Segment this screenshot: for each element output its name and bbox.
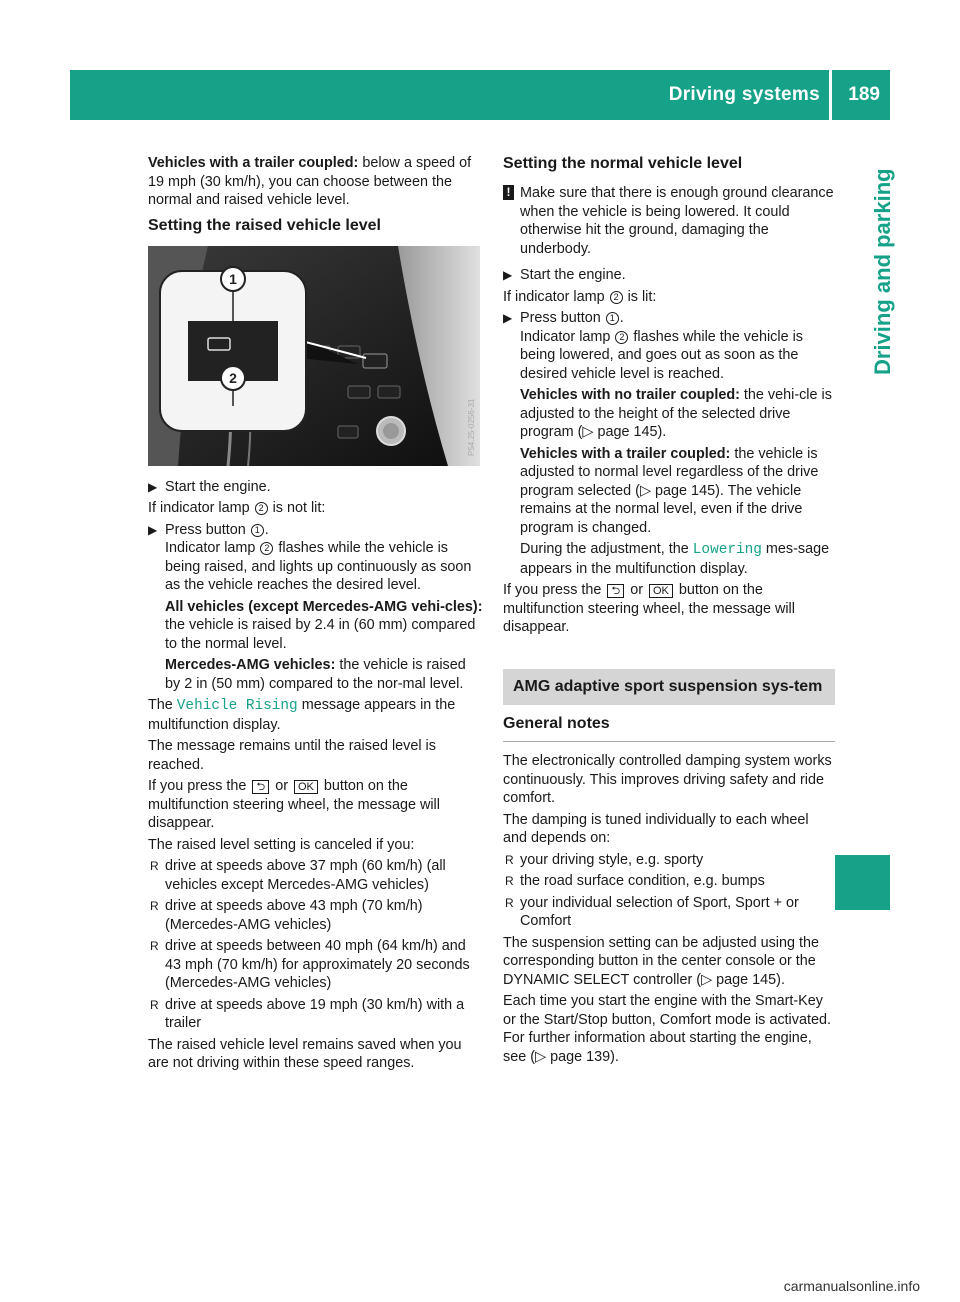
general-para-4: Each time you start the engine with the Smart-Key or the Start/Stop button, Comfort mode is activated. For further information about starting the engine, see (▷ page 139).: [503, 993, 831, 1065]
list-item: R the road surface condition, e.g. bumps: [505, 873, 765, 889]
amg-section-heading: AMG adaptive sport suspension sys-tem: [503, 669, 835, 705]
left-column: [148, 154, 483, 1076]
press-back-ok: If you press the ⮌ or OK button on the multifunction steering wheel, the message will disappear.: [148, 778, 440, 831]
section-marker: [835, 855, 890, 910]
intro-paragraph: Vehicles with a trailer coupled: below a speed of 19 mph (30 km/h), you can choose between the normal and raised vehicle level.: [148, 155, 472, 208]
message-vehicle-rising: The Vehicle Rising message appears in the multifunction display.: [148, 697, 456, 733]
list-item: R your driving style, e.g. sporty: [505, 851, 704, 868]
page-ref-link[interactable]: ▷ page 145: [582, 424, 658, 440]
watermark: carmanualsonline.info: [783, 1278, 920, 1294]
photo-label-1: 1: [229, 270, 237, 287]
ok-key-icon: OK: [294, 780, 318, 794]
page-ref-link[interactable]: ▷ page 145: [701, 971, 777, 988]
note-amg-vehicles: Mercedes-AMG vehicles: the vehicle is raised by 2 in (50 mm) compared to the nor-mal level.: [165, 657, 466, 692]
list-item: R your individual selection of Sport, Sport + or Comfort: [505, 894, 799, 929]
press-back-ok: If you press the ⮌ or OK button on the multifunction steering wheel, the message will disappear.: [503, 582, 795, 635]
step-press-button: ▶ Press button 1 . Indicator lamp 2 flashes while the vehicle is being raised, and lights up continuously as soon as the vehicle reaches the desired level.: [148, 521, 472, 593]
heading-normal-level: Setting the normal vehicle level: [503, 155, 743, 172]
note-no-trailer: Vehicles with no trailer coupled: the vehi-cle is adjusted to the height of the selected drive program (▷ page 145).: [520, 387, 832, 440]
general-para-3: The suspension setting can be adjusted using the corresponding button in the center console or the DYNAMIC SELECT controller (▷ page 145).: [503, 934, 820, 988]
page-ref-link[interactable]: ▷ page 139: [535, 1048, 611, 1065]
condition-not-lit: If indicator lamp 2 is not lit:: [148, 500, 326, 516]
header-separator: [829, 70, 832, 120]
general-notes-heading: General notes: [503, 715, 835, 743]
general-para-1: The electronically controlled damping system works continuously. This improves driving safety and ride comfort.: [503, 753, 832, 806]
right-column: [503, 154, 835, 1069]
heading-raised-level: Setting the raised vehicle level: [148, 216, 381, 234]
center-console-photo: [148, 246, 480, 466]
note-lowering-message: During the adjustment, the Lowering mes-sage appears in the multifunction display.: [520, 541, 830, 577]
message-remains: The message remains until the raised level is reached.: [148, 738, 436, 773]
cancel-intro: The raised level setting is canceled if you:: [148, 836, 415, 853]
back-key-icon: ⮌: [252, 780, 269, 794]
step-start-engine: ▶ Start the engine.: [503, 267, 626, 283]
list-item: R drive at speeds above 19 mph (30 km/h) with a trailer: [150, 996, 465, 1031]
back-key-icon: ⮌: [607, 584, 624, 598]
note-with-trailer: Vehicles with a trailer coupled: the vehicle is adjusted to normal level regardless of the drive program selected (▷ page 145). The vehicle remains at the normal level, even if the drive program is changed.: [520, 445, 819, 536]
list-item: R drive at speeds above 43 mph (70 km/h) (Mercedes-AMG vehicles): [150, 898, 423, 933]
header-title: Driving systems: [668, 84, 820, 105]
general-para-2: The damping is tuned individually to each wheel and depends on:: [503, 811, 809, 846]
note-all-vehicles: All vehicles (except Mercedes-AMG vehi-cles): the vehicle is raised by 2.4 in (60 mm) compared to the normal level.: [165, 598, 483, 652]
warning-note: ! Make sure that there is enough ground clearance when the vehicle is being lowered. It could otherwise hit the ground, damaging the underbody.: [503, 184, 835, 258]
page-number: 189: [848, 84, 880, 105]
photo-code: P54.25-0256-31: [467, 398, 476, 456]
page-header: [70, 70, 890, 120]
list-item: R drive at speeds above 37 mph (60 km/h) (all vehicles except Mercedes-AMG vehicles): [150, 858, 446, 893]
condition-lit: If indicator lamp 2 is lit:: [503, 288, 657, 305]
list-item: R drive at speeds between 40 mph (64 km/h) and 43 mph (70 km/h) for approximately 20 seconds (Mercedes-AMG vehicles): [150, 938, 470, 991]
ok-key-icon: OK: [649, 584, 673, 598]
section-side-label: Driving and parking: [870, 168, 895, 375]
page-ref-link[interactable]: ▷ page 145: [639, 482, 716, 499]
step-press-button: ▶ Press button 1 . Indicator lamp 2 flashes while the vehicle is being lowered, and goes out as soon as the desired vehicle level is reached.: [503, 310, 803, 382]
warning-icon: !: [503, 185, 514, 200]
step-start-engine: ▶ Start the engine.: [148, 478, 271, 495]
photo-label-2: 2: [229, 369, 237, 386]
saved-note: The raised vehicle level remains saved when you are not driving within these speed ranges.: [148, 1036, 462, 1071]
